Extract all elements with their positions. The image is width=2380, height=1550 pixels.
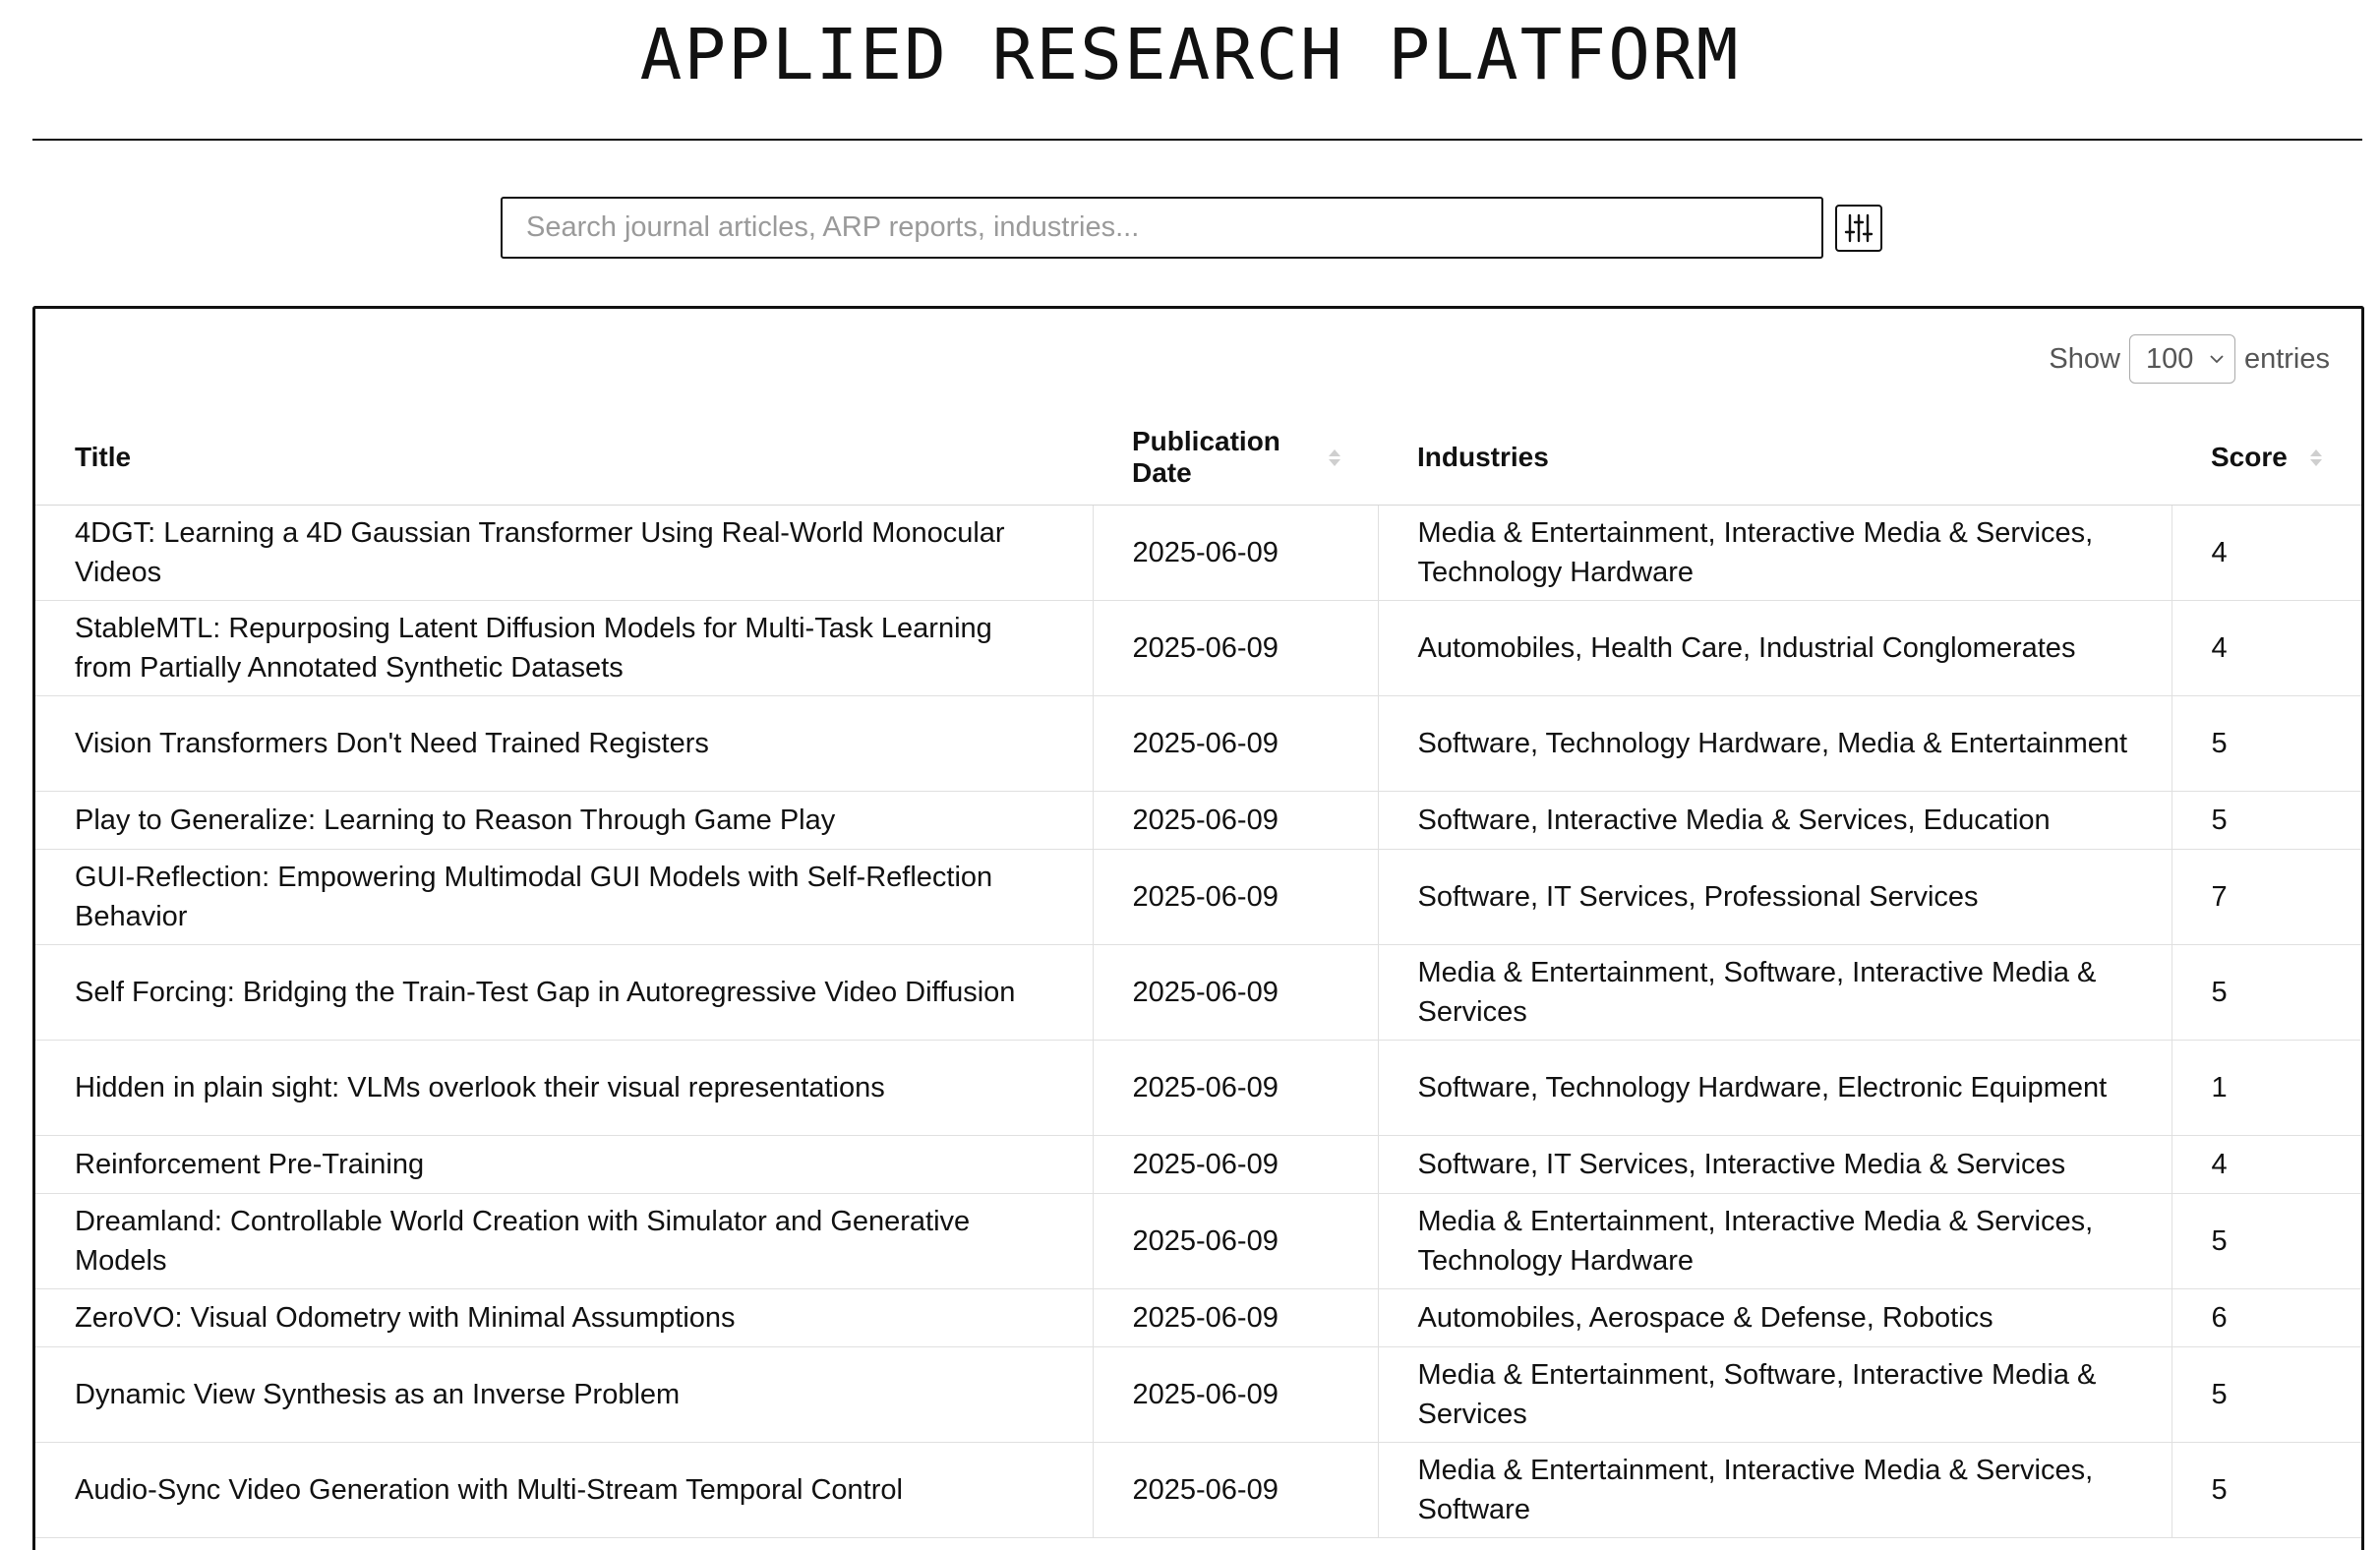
cell-date: 2025-06-09 — [1093, 850, 1378, 945]
cell-industries: Media & Entertainment, Interactive Media & Services, Technology Hardware — [1378, 506, 2172, 601]
cell-date: 2025-06-09 — [1093, 1041, 1378, 1136]
cell-title[interactable]: Hidden in plain sight: VLMs overlook their visual representations — [35, 1041, 1093, 1136]
cell-score: 4 — [2172, 601, 2361, 696]
cell-score: 5 — [2172, 792, 2361, 850]
cell-industries: Media & Entertainment, Interactive Media & Services, Software — [1378, 1443, 2172, 1538]
page-title: APPLIED RESEARCH PLATFORM — [639, 14, 1741, 95]
chevron-down-icon — [2209, 353, 2225, 365]
table-row[interactable] — [35, 1347, 2361, 1443]
cell-title[interactable]: StableMTL: Repurposing Latent Diffusion Models for Multi-Task Learning from Partially Annotated Synthetic Datasets — [35, 601, 1093, 696]
cell-date: 2025-06-09 — [1093, 1443, 1378, 1538]
cell-date: 2025-06-09 — [1093, 696, 1378, 792]
cell-score: 5 — [2172, 1194, 2361, 1289]
column-date-label: Publication Date — [1132, 426, 1280, 488]
cell-score: 5 — [2172, 1347, 2361, 1443]
table-row[interactable] — [35, 1443, 2361, 1538]
cell-date: 2025-06-09 — [1093, 1194, 1378, 1289]
cell-date: 2025-06-09 — [1093, 1289, 1378, 1347]
sort-icon — [1329, 449, 1340, 466]
cell-score: 4 — [2172, 506, 2361, 601]
cell-score: 4 — [2172, 1136, 2361, 1194]
results-table-card — [32, 306, 2364, 1550]
search-bar — [501, 197, 1882, 259]
cell-title[interactable]: Self Forcing: Bridging the Train-Test Gap in Autoregressive Video Diffusion — [35, 945, 1093, 1041]
entries-label: entries — [2243, 342, 2330, 375]
cell-date: 2025-06-09 — [1093, 506, 1378, 601]
cell-title[interactable]: Audio-Sync Video Generation with Multi-Stream Temporal Control — [35, 1443, 1093, 1538]
cell-industries: Software, Technology Hardware, Media & Entertainment — [1378, 696, 2172, 792]
cell-score: 1 — [2172, 1041, 2361, 1136]
cell-title[interactable]: Dynamic View Synthesis as an Inverse Problem — [35, 1347, 1093, 1443]
cell-industries: Software, IT Services, Professional Services — [1378, 850, 2172, 945]
cell-score: 5 — [2172, 945, 2361, 1041]
cell-industries: Software, IT Services, Interactive Media & Services — [1378, 1136, 2172, 1194]
filter-button[interactable] — [1835, 205, 1882, 252]
table-row[interactable] — [35, 850, 2361, 945]
entries-length-control — [2049, 334, 2330, 384]
table-row[interactable] — [35, 945, 2361, 1041]
table-header-row — [35, 410, 2361, 506]
cell-title[interactable]: Play to Generalize: Learning to Reason Through Game Play — [35, 792, 1093, 850]
column-header-publication-date[interactable] — [1093, 410, 1378, 506]
table-row[interactable] — [35, 696, 2361, 792]
cell-industries: Automobiles, Aerospace & Defense, Robotics — [1378, 1289, 2172, 1347]
table-row[interactable] — [35, 1194, 2361, 1289]
table-row[interactable] — [35, 1289, 2361, 1347]
cell-industries: Software, Technology Hardware, Electronic Equipment — [1378, 1041, 2172, 1136]
cell-title[interactable]: 4DGT: Learning a 4D Gaussian Transformer Using Real-World Monocular Videos — [35, 506, 1093, 601]
column-header-score[interactable] — [2172, 410, 2361, 506]
cell-industries: Software, Interactive Media & Services, Education — [1378, 792, 2172, 850]
column-industries-label: Industries — [1417, 442, 1549, 472]
cell-date: 2025-06-09 — [1093, 792, 1378, 850]
sliders-icon — [1841, 210, 1876, 246]
cell-date: 2025-06-09 — [1093, 601, 1378, 696]
cell-industries: Automobiles, Health Care, Industrial Conglomerates — [1378, 601, 2172, 696]
cell-score: 5 — [2172, 696, 2361, 792]
table-row[interactable] — [35, 601, 2361, 696]
column-score-label: Score — [2211, 442, 2288, 472]
table-row[interactable] — [35, 1136, 2361, 1194]
column-title-label: Title — [75, 442, 132, 472]
cell-title[interactable]: GUI-Reflection: Empowering Multimodal GUI Models with Self-Reflection Behavior — [35, 850, 1093, 945]
column-header-industries[interactable] — [1378, 410, 2172, 506]
cell-date: 2025-06-09 — [1093, 945, 1378, 1041]
sort-icon — [2310, 449, 2322, 466]
results-table — [35, 410, 2361, 1538]
table-row[interactable] — [35, 792, 2361, 850]
cell-date: 2025-06-09 — [1093, 1347, 1378, 1443]
cell-industries: Media & Entertainment, Software, Interactive Media & Services — [1378, 1347, 2172, 1443]
cell-title[interactable]: Reinforcement Pre-Training — [35, 1136, 1093, 1194]
table-row[interactable] — [35, 1041, 2361, 1136]
cell-title[interactable]: ZeroVO: Visual Odometry with Minimal Assumptions — [35, 1289, 1093, 1347]
show-label: Show — [2049, 342, 2120, 375]
cell-title[interactable]: Dreamland: Controllable World Creation with Simulator and Generative Models — [35, 1194, 1093, 1289]
entries-select-value: 100 — [2145, 342, 2194, 375]
cell-industries: Media & Entertainment, Interactive Media & Services, Technology Hardware — [1378, 1194, 2172, 1289]
search-input[interactable] — [501, 197, 1823, 259]
header-divider — [32, 139, 2362, 141]
cell-score: 7 — [2172, 850, 2361, 945]
entries-select[interactable] — [2129, 334, 2235, 384]
cell-score: 6 — [2172, 1289, 2361, 1347]
cell-industries: Media & Entertainment, Software, Interactive Media & Services — [1378, 945, 2172, 1041]
table-row[interactable] — [35, 506, 2361, 601]
cell-date: 2025-06-09 — [1093, 1136, 1378, 1194]
cell-score: 5 — [2172, 1443, 2361, 1538]
column-header-title[interactable] — [35, 410, 1093, 506]
cell-title[interactable]: Vision Transformers Don't Need Trained Registers — [35, 696, 1093, 792]
